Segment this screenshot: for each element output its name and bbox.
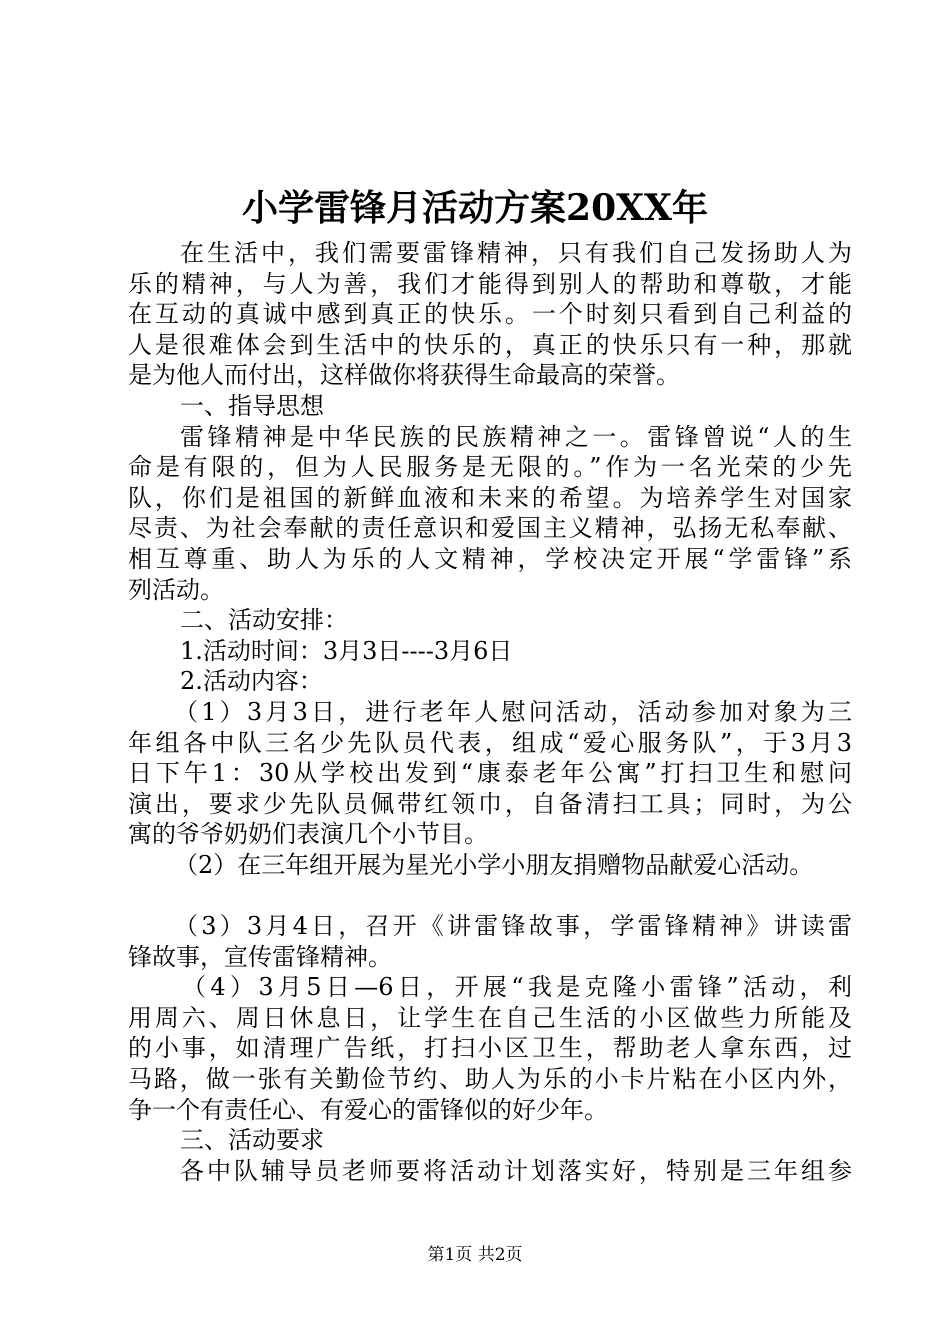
section-heading: 二、活动安排： (180, 606, 348, 635)
body-line: 是为他人而付出，这样做你将获得生命最高的荣誉。 (128, 361, 680, 390)
body-line: 在互动的真诚中感到真正的快乐。一个时刻只看到自己利益的 (128, 300, 852, 329)
section-heading: 一、指导思想 (180, 391, 324, 420)
body-line: 2.活动内容： (180, 667, 323, 696)
body-line: 日下午1：30从学校出发到“康泰老年公寓”打扫卫生和慰问 (128, 759, 852, 788)
body-line: 的小事，如清理广告纸，打扫小区卫生，帮助老人拿东西，过 (128, 1034, 852, 1063)
section-heading: 三、活动要求 (180, 1126, 324, 1155)
document-title: 小学雷锋月活动方案20XX年 (242, 187, 708, 229)
body-line: 各中队辅导员老师要将活动计划落实好，特别是三年组参 (180, 1156, 852, 1185)
body-line: 尽责、为社会奉献的责任意识和爱国主义精神，弘扬无私奉献、 (128, 514, 852, 543)
body-line: （3）3月4日，召开《讲雷锋故事，学雷锋精神》讲读雷 (174, 912, 852, 941)
body-line: 马路，做一张有关勤俭节约、助人为乐的小卡片粘在小区内外， (128, 1065, 852, 1094)
body-line: 年组各中队三名少先队员代表，组成“爱心服务队”，于3月3 (128, 728, 852, 757)
document-body (128, 238, 852, 1186)
page-number: 第1页 共2页 (427, 1245, 523, 1265)
body-line: （2）在三年组开展为星光小学小朋友捐赠物品献爱心活动。 (174, 850, 814, 879)
body-line: 用周六、周日休息日，让学生在自己生活的小区做些力所能及 (128, 1003, 852, 1032)
body-line: 雷锋精神是中华民族的民族精神之一。雷锋曾说“人的生 (180, 422, 852, 451)
body-line: 锋故事，宣传雷锋精神。 (128, 942, 392, 971)
body-line: 相互尊重、助人为乐的人文精神，学校决定开展“学雷锋”系 (128, 544, 852, 573)
body-line: 争一个有责任心、有爱心的雷锋似的好少年。 (128, 1095, 608, 1124)
body-line: 队，你们是祖国的新鲜血液和未来的希望。为培养学生对国家 (128, 483, 852, 512)
body-line: 命是有限的，但为人民服务是无限的。”作为一名光荣的少先 (128, 453, 852, 482)
body-line: 演出，要求少先队员佩带红领巾，自备清扫工具；同时，为公 (128, 789, 852, 818)
body-line: 人是很难体会到生活中的快乐的，真正的快乐只有一种，那就 (128, 330, 852, 359)
body-line: 寓的爷爷奶奶们表演几个小节目。 (128, 820, 488, 849)
body-line: 乐的精神，与人为善，我们才能得到别人的帮助和尊敬，才能 (128, 269, 852, 298)
body-line: （4）3月5日—6日，开展“我是克隆小雷锋”活动，利 (182, 973, 852, 1002)
body-line: （1）3月3日，进行老年人慰问活动，活动参加对象为三 (174, 697, 852, 726)
body-line: 在生活中，我们需要雷锋精神，只有我们自己发扬助人为 (180, 239, 852, 267)
body-line: 列活动。 (128, 575, 224, 604)
body-line: 1.活动时间：3月3日----3月6日 (180, 636, 513, 665)
blank-line (128, 880, 852, 911)
